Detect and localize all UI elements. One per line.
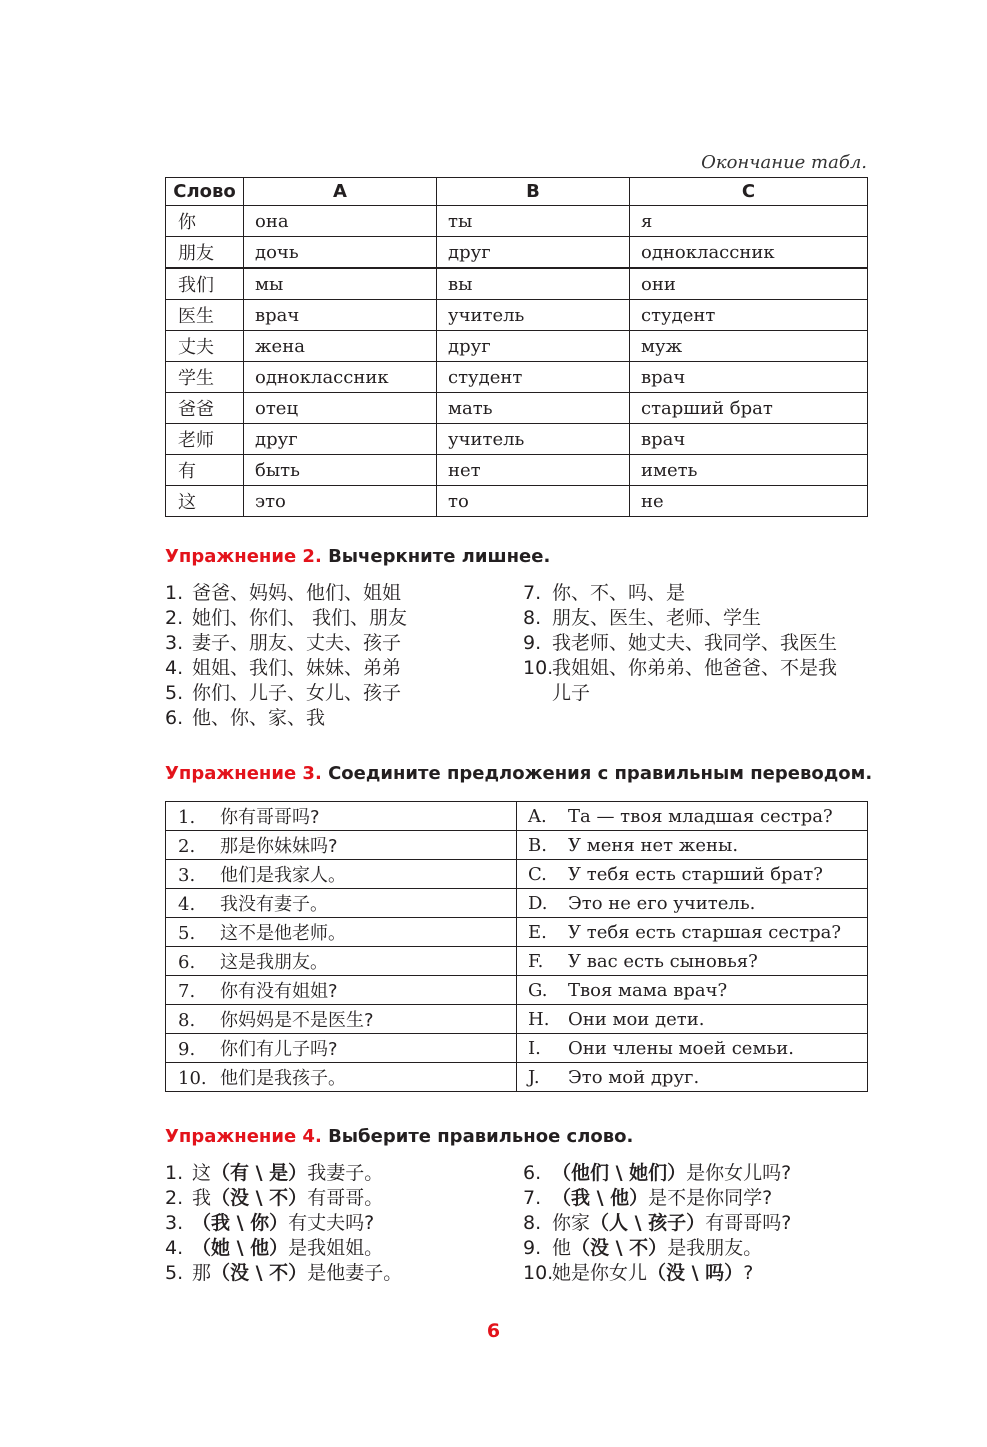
list-item: [523, 656, 837, 681]
table-row: [166, 393, 868, 424]
chinese-cell: [166, 1034, 517, 1063]
item-number: 5.: [165, 1262, 184, 1284]
item-text: 他、你、家、我: [192, 707, 326, 729]
table-header-row: [166, 178, 868, 206]
word-cell: 这: [166, 486, 244, 517]
option-c-cell: одноклассник: [630, 237, 868, 269]
item-text: 她是你女儿: [552, 1262, 648, 1284]
list-item: [523, 1236, 791, 1261]
russian-cell: [517, 1034, 868, 1063]
page-number: 6: [486, 1320, 501, 1342]
option-c-cell: они: [630, 268, 868, 300]
option-a-cell: одноклассник: [244, 362, 437, 393]
header-b: B: [437, 178, 630, 206]
item-text: 这: [192, 1162, 212, 1184]
russian-sentence: У меня нет жены.: [568, 834, 739, 856]
option-b-cell: студент: [437, 362, 630, 393]
item-number: 8.: [523, 1212, 542, 1234]
option-c-cell: врач: [630, 362, 868, 393]
chinese-cell: [166, 947, 517, 976]
item-text: 有丈夫吗?: [288, 1212, 375, 1234]
row-letter: H.: [528, 1008, 550, 1030]
russian-sentence: Они мои дети.: [568, 1008, 705, 1030]
option-a-cell: врач: [244, 300, 437, 331]
item-text: 他: [552, 1237, 572, 1259]
word-cell: 老师: [166, 424, 244, 455]
table-row: [166, 424, 868, 455]
item-number: [523, 681, 552, 706]
table-row: [166, 486, 868, 517]
item-text: 是我姐姐。: [288, 1237, 384, 1259]
table-row: [166, 300, 868, 331]
chinese-cell: [166, 1063, 517, 1092]
russian-cell: [517, 1005, 868, 1034]
list-item: [523, 1161, 791, 1186]
row-letter: J.: [528, 1066, 540, 1088]
item-number: 6.: [165, 707, 184, 729]
list-item: [165, 681, 407, 706]
item-text: 你、不、吗、是: [552, 582, 686, 604]
russian-sentence: У тебя есть старшая сестра?: [568, 921, 841, 943]
item-text: 那: [192, 1262, 212, 1284]
word-cell: 丈夫: [166, 331, 244, 362]
table-row: [166, 860, 868, 889]
item-text: 是他妻子。: [307, 1262, 403, 1284]
item-text: 我姐姐、你弟弟、他爸爸、不是我: [552, 657, 838, 679]
list-item: [165, 656, 407, 681]
table-row: [166, 802, 868, 831]
option-c-cell: не: [630, 486, 868, 517]
choice-options: （我 \ 他）: [552, 1187, 649, 1209]
table-row: [166, 918, 868, 947]
option-c-cell: иметь: [630, 455, 868, 486]
chinese-sentence: 他们是我家人。: [220, 865, 346, 886]
choice-options: （没 \ 吗）: [647, 1262, 744, 1284]
list-item: [165, 706, 407, 731]
row-letter: D.: [528, 892, 548, 914]
table-row: [166, 1034, 868, 1063]
word-cell: 有: [166, 455, 244, 486]
option-a-cell: это: [244, 486, 437, 517]
row-letter: E.: [528, 921, 547, 943]
russian-cell: [517, 889, 868, 918]
russian-cell: [517, 918, 868, 947]
exercise-4-left-list: [165, 1161, 402, 1286]
exercise-3-label: Упражнение 3.: [165, 763, 322, 784]
item-number: 10.: [523, 657, 554, 679]
exercise-4-heading: [165, 1126, 633, 1147]
exercise-4-label: Упражнение 4.: [165, 1126, 322, 1147]
table-row: [166, 947, 868, 976]
choice-options: （她 \ 他）: [192, 1237, 289, 1259]
item-number: 5.: [165, 682, 184, 704]
choice-options: （他们 \ 她们）: [552, 1162, 687, 1184]
word-cell: 爸爸: [166, 393, 244, 424]
item-text: 你家: [552, 1212, 591, 1234]
exercise-2-heading: [165, 546, 550, 567]
header-a: A: [244, 178, 437, 206]
list-item: [165, 1211, 402, 1236]
item-number: 9.: [523, 632, 542, 654]
chinese-cell: [166, 860, 517, 889]
option-a-cell: жена: [244, 331, 437, 362]
vocabulary-table: [165, 177, 868, 517]
russian-sentence: Это мой друг.: [568, 1066, 700, 1088]
chinese-sentence: 我没有妻子。: [220, 894, 328, 915]
russian-sentence: У тебя есть старший брат?: [568, 863, 823, 885]
list-item: [165, 581, 407, 606]
table-row: [166, 237, 868, 269]
option-b-cell: учитель: [437, 300, 630, 331]
choice-options: （有 \ 是）: [211, 1162, 308, 1184]
item-text: 我妻子。: [307, 1162, 384, 1184]
russian-cell: [517, 947, 868, 976]
row-letter: A.: [528, 805, 547, 827]
list-item: [523, 1211, 791, 1236]
word-cell: 医生: [166, 300, 244, 331]
option-b-cell: мать: [437, 393, 630, 424]
row-number: 1.: [178, 807, 196, 828]
russian-sentence: Это не его учитель.: [568, 892, 756, 914]
row-letter: F.: [528, 950, 544, 972]
option-c-cell: студент: [630, 300, 868, 331]
list-item: [165, 1161, 402, 1186]
item-number: 9.: [523, 1237, 542, 1259]
chinese-sentence: 他们是我孩子。: [220, 1068, 346, 1089]
option-a-cell: она: [244, 206, 437, 237]
row-number: 5.: [178, 923, 196, 944]
item-text: 有哥哥吗?: [705, 1212, 792, 1234]
row-number: 3.: [178, 865, 196, 886]
option-b-cell: друг: [437, 331, 630, 362]
russian-sentence: Они члены моей семьи.: [568, 1037, 794, 1059]
russian-cell: [517, 976, 868, 1005]
item-text: 她们、你们、 我们、朋友: [192, 607, 408, 629]
option-a-cell: отец: [244, 393, 437, 424]
row-number: 9.: [178, 1039, 196, 1060]
table-row: [166, 455, 868, 486]
list-item: [523, 581, 837, 606]
item-number: 4.: [165, 1237, 184, 1259]
list-item: [523, 1261, 791, 1286]
option-c-cell: муж: [630, 331, 868, 362]
item-number: 3.: [165, 632, 184, 654]
item-text: 我: [192, 1187, 212, 1209]
choice-options: （没 \ 不）: [211, 1187, 308, 1209]
option-a-cell: дочь: [244, 237, 437, 269]
row-number: 8.: [178, 1010, 196, 1031]
item-text: 是不是你同学?: [648, 1187, 773, 1209]
option-c-cell: я: [630, 206, 868, 237]
choice-options: （没 \ 不）: [211, 1262, 308, 1284]
option-a-cell: мы: [244, 268, 437, 300]
table-continuation-caption: Окончание табл.: [701, 152, 867, 173]
row-number: 7.: [178, 981, 196, 1002]
item-number: 7.: [523, 1187, 542, 1209]
russian-cell: [517, 831, 868, 860]
item-number: 7.: [523, 582, 542, 604]
list-item: [165, 606, 407, 631]
chinese-sentence: 你们有儿子吗?: [220, 1039, 338, 1060]
option-b-cell: ты: [437, 206, 630, 237]
word-cell: 朋友: [166, 237, 244, 269]
exercise-4-right-list: [523, 1161, 791, 1286]
row-letter: I.: [528, 1037, 541, 1059]
item-number: 2.: [165, 607, 184, 629]
item-number: 1.: [165, 1162, 184, 1184]
row-letter: C.: [528, 863, 547, 885]
row-number: 4.: [178, 894, 196, 915]
list-item: [165, 1236, 402, 1261]
table-row: [166, 1063, 868, 1092]
item-text: 是你女儿吗?: [686, 1162, 792, 1184]
chinese-sentence: 这不是他老师。: [220, 923, 346, 944]
exercise-2-right-list: [523, 581, 837, 706]
option-a-cell: быть: [244, 455, 437, 486]
chinese-cell: [166, 918, 517, 947]
exercise-2-task: Вычеркните лишнее.: [321, 546, 551, 567]
word-cell: 学生: [166, 362, 244, 393]
row-number: 2.: [178, 836, 196, 857]
word-cell: 我们: [166, 268, 244, 300]
header-c: C: [630, 178, 868, 206]
row-number: 6.: [178, 952, 196, 973]
list-item: [523, 1186, 791, 1211]
item-number: 6.: [523, 1162, 542, 1184]
list-item: [523, 631, 837, 656]
item-text: 朋友、医生、老师、学生: [552, 607, 762, 629]
choice-options: （我 \ 你）: [192, 1212, 289, 1234]
item-text: 是我朋友。: [667, 1237, 763, 1259]
table-row: [166, 1005, 868, 1034]
row-number: 10.: [178, 1068, 207, 1089]
chinese-cell: [166, 976, 517, 1005]
chinese-sentence: 这是我朋友。: [220, 952, 328, 973]
exercise-2-left-list: [165, 581, 407, 731]
list-item: [523, 681, 837, 706]
chinese-cell: [166, 802, 517, 831]
option-c-cell: врач: [630, 424, 868, 455]
russian-cell: [517, 860, 868, 889]
table-row: [166, 362, 868, 393]
item-number: 3.: [165, 1212, 184, 1234]
item-text: 姐姐、我们、妹妹、弟弟: [192, 657, 402, 679]
item-text: 爸爸、妈妈、他们、姐姐: [192, 582, 402, 604]
option-a-cell: друг: [244, 424, 437, 455]
list-item: [165, 1186, 402, 1211]
item-text: 儿子: [552, 682, 591, 704]
exercise-3-task: Соедините предложения с правильным переводом.: [321, 763, 873, 784]
exercise-3-heading: [165, 763, 872, 784]
item-text: 有哥哥。: [307, 1187, 384, 1209]
chinese-sentence: 你妈妈是不是医生?: [220, 1010, 374, 1031]
choice-options: （人 \ 孩子）: [590, 1212, 706, 1234]
russian-sentence: Твоя мама врач?: [568, 979, 728, 1001]
russian-cell: [517, 1063, 868, 1092]
exercise-4-task: Выберите правильное слово.: [321, 1126, 634, 1147]
chinese-sentence: 你有哥哥吗?: [220, 807, 320, 828]
list-item: [165, 1261, 402, 1286]
option-b-cell: вы: [437, 268, 630, 300]
item-text: 我老师、她丈夫、我同学、我医生: [552, 632, 838, 654]
option-b-cell: нет: [437, 455, 630, 486]
row-letter: G.: [528, 979, 548, 1001]
chinese-sentence: 你有没有姐姐?: [220, 981, 338, 1002]
chinese-cell: [166, 831, 517, 860]
item-number: 10.: [523, 1262, 554, 1284]
russian-cell: [517, 802, 868, 831]
item-number: 4.: [165, 657, 184, 679]
table-row: [166, 976, 868, 1005]
option-b-cell: то: [437, 486, 630, 517]
item-text: 你们、儿子、女儿、孩子: [192, 682, 402, 704]
item-text: ?: [743, 1262, 754, 1284]
russian-sentence: Та — твоя младшая сестра?: [568, 805, 833, 827]
chinese-cell: [166, 889, 517, 918]
table-row: [166, 889, 868, 918]
table-row: [166, 268, 868, 300]
choice-options: （没 \ 不）: [571, 1237, 668, 1259]
list-item: [165, 631, 407, 656]
table-row: [166, 331, 868, 362]
word-cell: 你: [166, 206, 244, 237]
matching-table: [165, 801, 868, 1092]
row-letter: B.: [528, 834, 547, 856]
exercise-2-label: Упражнение 2.: [165, 546, 322, 567]
table-row: [166, 206, 868, 237]
header-word: Слово: [166, 178, 244, 206]
item-number: 1.: [165, 582, 184, 604]
russian-sentence: У вас есть сыновья?: [568, 950, 758, 972]
list-item: [523, 606, 837, 631]
option-b-cell: друг: [437, 237, 630, 269]
option-c-cell: старший брат: [630, 393, 868, 424]
item-number: 2.: [165, 1187, 184, 1209]
table-row: [166, 831, 868, 860]
item-number: 8.: [523, 607, 542, 629]
chinese-cell: [166, 1005, 517, 1034]
chinese-sentence: 那是你妹妹吗?: [220, 836, 338, 857]
item-text: 妻子、朋友、丈夫、孩子: [192, 632, 402, 654]
option-b-cell: учитель: [437, 424, 630, 455]
